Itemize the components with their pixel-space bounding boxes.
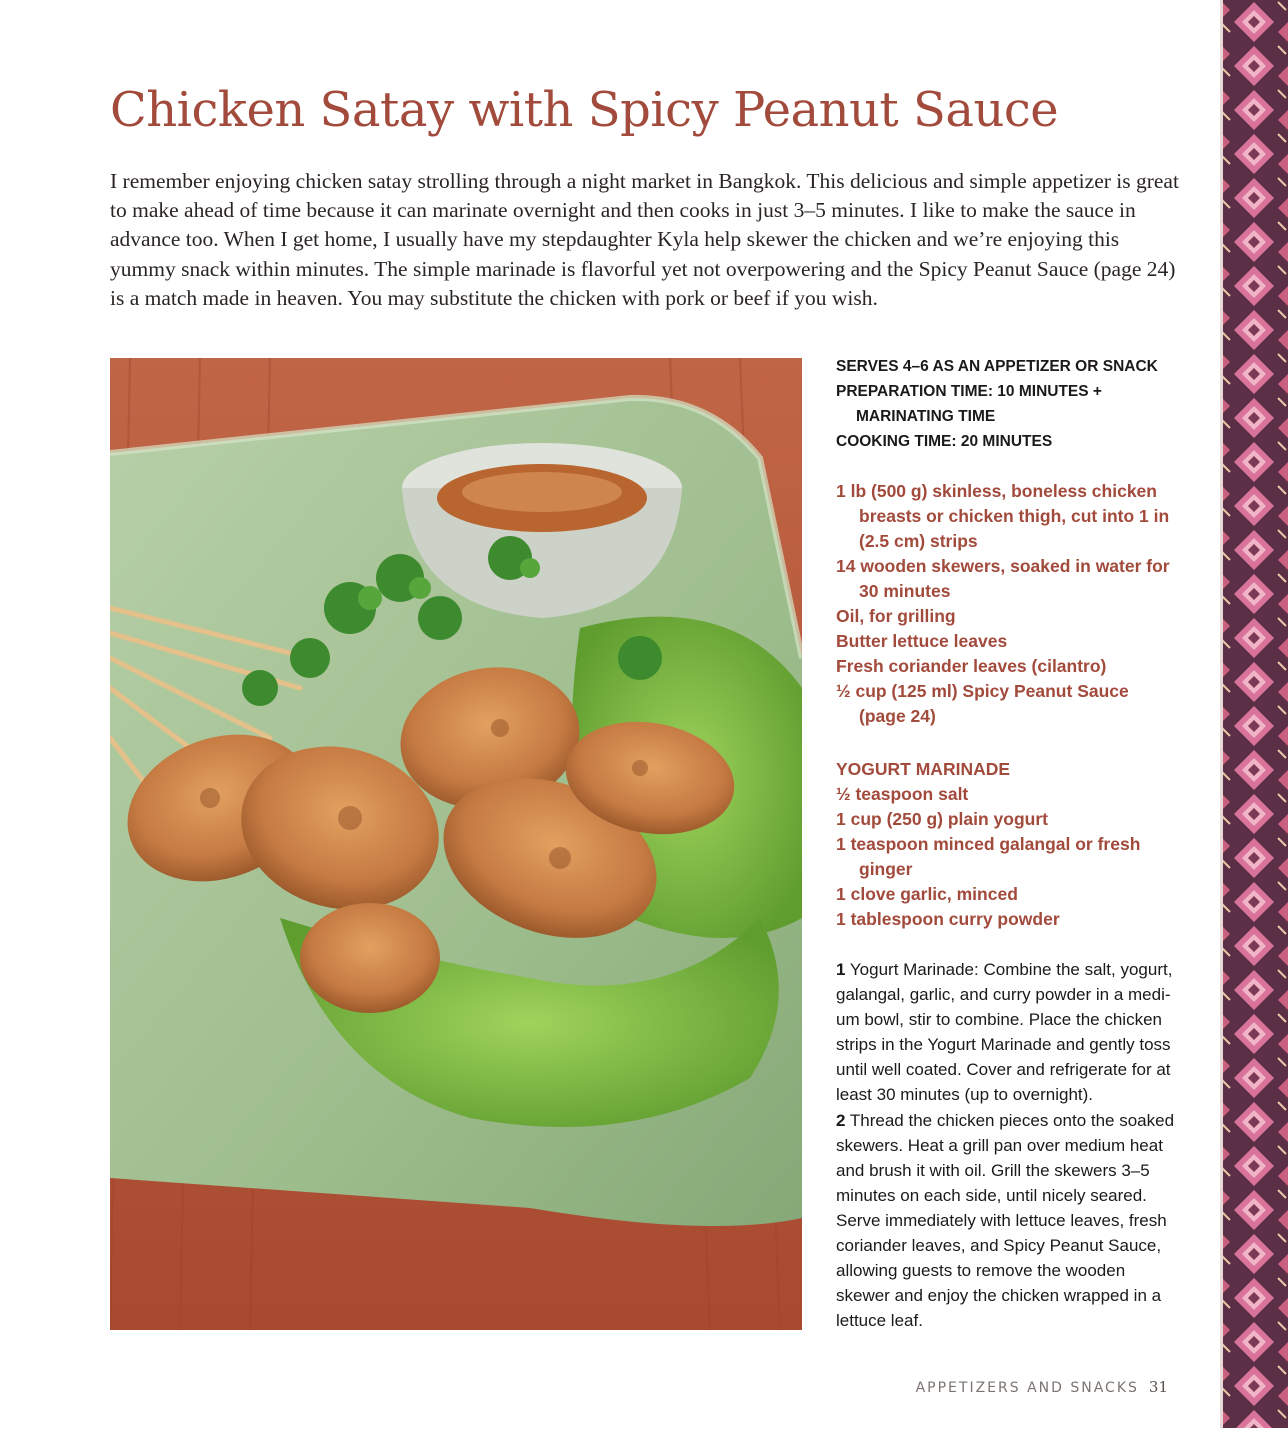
- ingredient-item: Fresh coriander leaves (cilantro): [836, 656, 1107, 676]
- ingredient-item: Butter lettuce leaves: [836, 631, 1008, 651]
- ingredient-item: 14 wooden skewers, soaked in water for 30 minutes: [836, 556, 1170, 601]
- section-name: APPETIZERS AND SNACKS: [915, 1380, 1139, 1396]
- cooking-time-line: COOKING TIME: 20 MINUTES: [836, 433, 1053, 450]
- marinade-list: [836, 782, 1178, 932]
- marinade-item: ½ teaspoon salt: [836, 784, 969, 804]
- step-2: [836, 1108, 1178, 1334]
- chicken-satay-photo: [110, 358, 802, 1330]
- step-text: Yogurt Marinade: Combine the salt, yogurt, galangal, garlic, and curry powder in a medium bowl, stir to combine. Place the chicken strips in the Yogurt Marinade and gently toss until well coated. Cover and refrigerate for at least 30 minutes (up to overnight).: [836, 960, 1173, 1105]
- recipe-title: Chicken Satay with Spicy Peanut Sauce: [110, 82, 1059, 138]
- step-number: 2: [836, 1110, 846, 1130]
- recipe-steps: [836, 957, 1178, 1333]
- marinade-item: 1 cup (250 g) plain yogurt: [836, 809, 1048, 829]
- ingredient-list: [836, 479, 1178, 729]
- textile-pattern-icon: [1220, 0, 1288, 1428]
- marinade-heading: YOGURT MARINADE: [836, 759, 1011, 779]
- ingredient-item: 1 lb (500 g) skinless, boneless chicken breasts or chicken thigh, cut into 1 in (2.5 cm) strips: [836, 481, 1170, 551]
- marinade-item: 1 tablespoon curry powder: [836, 909, 1060, 929]
- recipe-photo: [110, 358, 802, 1330]
- marinade-item: 1 teaspoon minced galangal or fresh ginger: [836, 834, 1141, 879]
- page-number: 31: [1148, 1378, 1168, 1396]
- recipe-intro: I remember enjoying chicken satay strolling through a night market in Bangkok. This delicious and simple appetizer is great to make ahead of time because it can marinate overnight and then cooks in just 3–5 minutes. I like to make the sauce in advance too. When I get home, I usually have my stepdaughter Kyla help skewer the chicken and we’re enjoying this yummy snack within minutes. The simple marinade is flavorful yet not overpowering and the Spicy Peanut Sauce (page 24) is a match made in heaven. You may substitute the chicken with pork or beef if you wish.: [110, 169, 1179, 310]
- ingredient-item: ½ cup (125 ml) Spicy Peanut Sauce (page 24): [836, 681, 1129, 726]
- step-number: 1: [836, 960, 846, 979]
- serves-line: SERVES 4–6 AS AN APPETIZER OR SNACK: [836, 358, 1158, 375]
- prep-time-line: PREPARATION TIME: 10 MINUTES +: [836, 383, 1102, 400]
- page-footer: [916, 1378, 1168, 1396]
- decorative-textile-border: [1220, 0, 1288, 1428]
- recipe-meta: [836, 354, 1178, 454]
- step-1: [836, 957, 1178, 1108]
- ingredient-item: Oil, for grilling: [836, 606, 956, 626]
- recipe-sidebar: [836, 354, 1178, 1333]
- prep-time-continued: MARINATING TIME: [856, 408, 996, 425]
- marinade-item: 1 clove garlic, minced: [836, 884, 1018, 904]
- step-text: Thread the chicken pieces onto the soaked skewers. Heat a grill pan over medium heat and brush it with oil. Grill the skewers 3–5 minutes on each side, until nicely seared. Serve immediately with lettuce leaves, fresh coriander leaves, and Spicy Peanut Sauce, allowing guests to remove the wooden skewer and enjoy the chicken wrapped in a lettuce leaf.: [836, 1110, 1175, 1331]
